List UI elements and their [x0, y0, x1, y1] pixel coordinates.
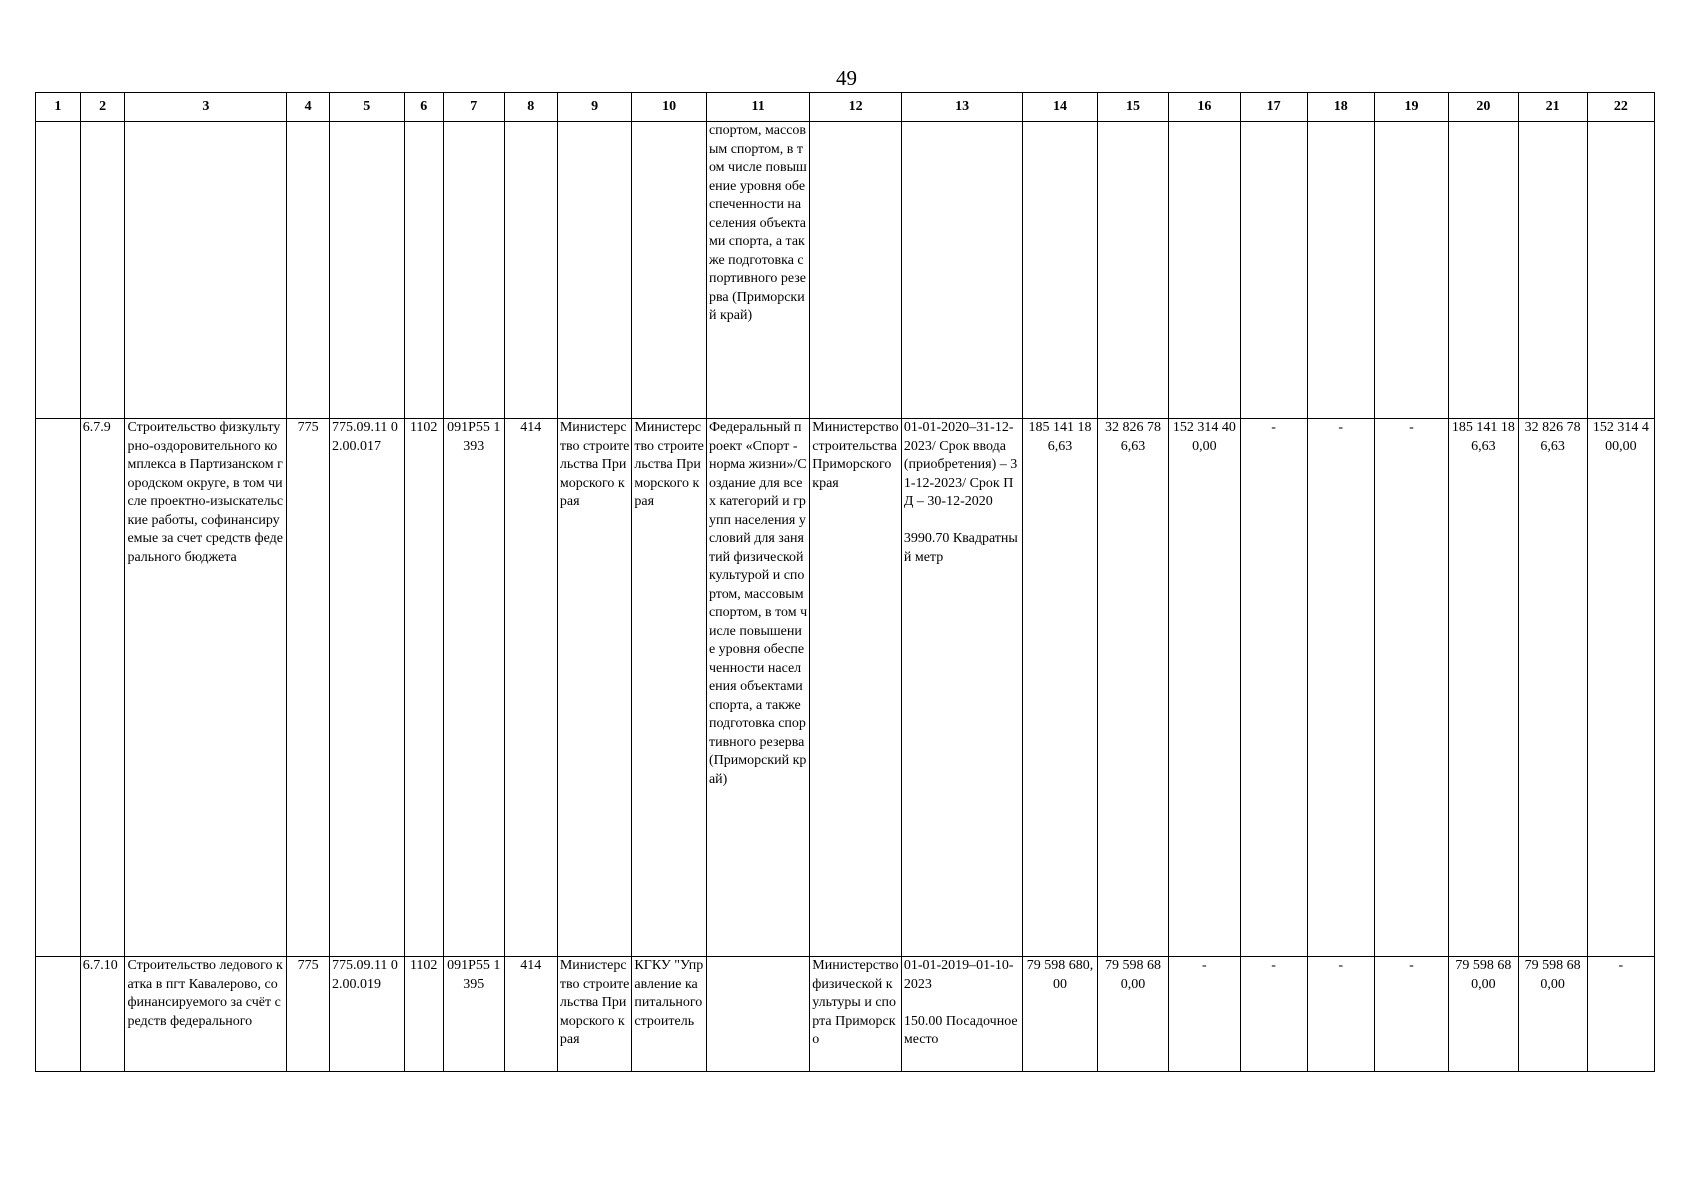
page-number: 49 — [836, 66, 857, 90]
table-cell — [1307, 122, 1374, 419]
table-cell — [1449, 122, 1518, 419]
column-header: 20 — [1449, 93, 1518, 122]
column-header: 13 — [901, 93, 1022, 122]
amount-cell: - — [1374, 419, 1449, 957]
row-number: 6.7.9 — [80, 419, 125, 957]
table-cell: КГКУ "Управление капитального строитель — [632, 957, 707, 1072]
column-header: 2 — [80, 93, 125, 122]
column-header: 19 — [1374, 93, 1449, 122]
amount-cell: 185 141 186,63 — [1449, 419, 1518, 957]
table-cell — [287, 122, 330, 419]
amount-cell: - — [1307, 957, 1374, 1072]
table-cell: Министерство строительства Приморского края — [557, 419, 632, 957]
column-header: 1 — [36, 93, 81, 122]
table-cell — [632, 122, 707, 419]
amount-cell: - — [1307, 419, 1374, 957]
table-cell — [1587, 122, 1654, 419]
amount-cell: 79 598 680,00 — [1023, 957, 1098, 1072]
amount-cell: - — [1374, 957, 1449, 1072]
project-name: Строительство физкультурно-оздоровительного комплекса в Партизанском городском округе, в том числе проектно-изыскательские работы, софинансируемые за счет средств федерального бюджета — [125, 419, 287, 957]
table-cell — [329, 122, 404, 419]
table-cell: Федеральный проект «Спорт - норма жизни»/Создание для всех категорий и групп населения условий для занятий физической культурой и спортом, массовым спортом, в том числе повышение уровня обеспеченности населения объектами спорта, а также подготовка спортивного резерва (Приморский край) — [706, 419, 809, 957]
table-cell: Министерство строительства Приморского края — [557, 957, 632, 1072]
column-header: 10 — [632, 93, 707, 122]
column-header: 5 — [329, 93, 404, 122]
table-row — [36, 957, 1655, 1072]
table-cell — [36, 419, 81, 957]
table-cell — [1169, 122, 1240, 419]
table-row — [36, 419, 1655, 957]
amount-cell: - — [1240, 419, 1307, 957]
table-cell — [443, 122, 504, 419]
table-cell: 01-01-2019–01-10-2023 150.00 Посадочное место — [901, 957, 1022, 1072]
amount-cell: 79 598 680,00 — [1449, 957, 1518, 1072]
table-cell — [36, 957, 81, 1072]
amount-cell: - — [1169, 957, 1240, 1072]
column-header: 16 — [1169, 93, 1240, 122]
table-cell: 414 — [504, 957, 557, 1072]
amount-cell: - — [1587, 957, 1654, 1072]
table-cell: 091P55 1393 — [443, 419, 504, 957]
column-header: 9 — [557, 93, 632, 122]
amount-cell: 152 314 400,00 — [1169, 419, 1240, 957]
column-header: 12 — [810, 93, 902, 122]
table-cell: 414 — [504, 419, 557, 957]
column-header: 18 — [1307, 93, 1374, 122]
table-cell — [901, 122, 1022, 419]
column-header: 4 — [287, 93, 330, 122]
column-header: 6 — [404, 93, 443, 122]
table-cell: 1102 — [404, 419, 443, 957]
amount-cell: 79 598 680,00 — [1518, 957, 1587, 1072]
table-cell: Министерство строительства Приморского края — [632, 419, 707, 957]
column-header: 22 — [1587, 93, 1654, 122]
table-row — [36, 122, 1655, 419]
row-number: 6.7.10 — [80, 957, 125, 1072]
column-header: 7 — [443, 93, 504, 122]
header-row — [36, 93, 1655, 122]
table-cell — [1097, 122, 1168, 419]
table-cell — [1240, 122, 1307, 419]
table-cell — [810, 122, 902, 419]
table-cell: 775.09.11 02.00.019 — [329, 957, 404, 1072]
table-cell — [404, 122, 443, 419]
table-cell — [557, 122, 632, 419]
project-name: Строительство ледового катка в пгт Кавалерово, софинансируемого за счёт средств федерального — [125, 957, 287, 1072]
column-header: 11 — [706, 93, 809, 122]
table-cell — [1374, 122, 1449, 419]
table-cell — [504, 122, 557, 419]
amount-cell: 32 826 786,63 — [1518, 419, 1587, 957]
table-cell: Министерство физической культуры и спорта Приморско — [810, 957, 902, 1072]
table-cell: 775 — [287, 419, 330, 957]
column-header: 3 — [125, 93, 287, 122]
table-cell: Министерство строительства Приморского края — [810, 419, 902, 957]
amount-cell: 152 314 400,00 — [1587, 419, 1654, 957]
table-cell — [706, 957, 809, 1072]
amount-cell: 79 598 680,00 — [1097, 957, 1168, 1072]
amount-cell: - — [1240, 957, 1307, 1072]
amount-cell: 185 141 186,63 — [1023, 419, 1098, 957]
table-cell — [80, 122, 125, 419]
table-cell: 091P55 1395 — [443, 957, 504, 1072]
budget-table — [35, 92, 1655, 1072]
table-cell: 01-01-2020–31-12-2023/ Срок ввода (приобретения) – 31-12-2023/ Срок ПД – 30-12-2020 3990.70 Квадратный метр — [901, 419, 1022, 957]
column-header: 8 — [504, 93, 557, 122]
table-cell: 1102 — [404, 957, 443, 1072]
column-header: 21 — [1518, 93, 1587, 122]
table-cell — [125, 122, 287, 419]
table-cell: спортом, массовым спортом, в том числе повышение уровня обеспеченности населения объектами спорта, а также подготовка спортивного резерва (Приморский край) — [706, 122, 809, 419]
table-cell — [1023, 122, 1098, 419]
column-header: 15 — [1097, 93, 1168, 122]
column-header: 14 — [1023, 93, 1098, 122]
column-header: 17 — [1240, 93, 1307, 122]
table-cell: 775.09.11 02.00.017 — [329, 419, 404, 957]
table-cell — [36, 122, 81, 419]
amount-cell: 32 826 786,63 — [1097, 419, 1168, 957]
table-cell: 775 — [287, 957, 330, 1072]
table-cell — [1518, 122, 1587, 419]
